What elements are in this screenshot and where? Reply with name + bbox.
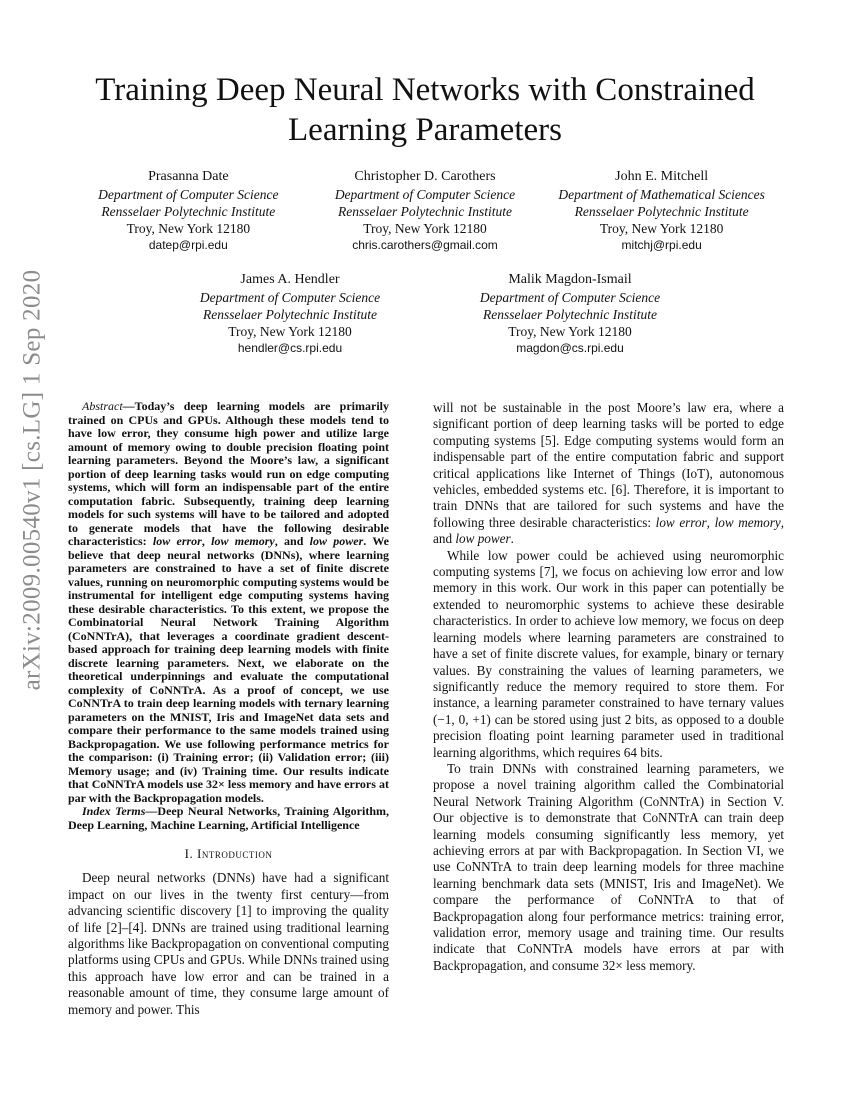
author-block [307, 168, 542, 254]
author-address: Troy, New York 12180 [126, 221, 251, 236]
abstract-text-2: . We believe that deep neural networks (DNNs), where learning parameters are constrained to have a set of finite discrete values, running on neuromorphic computing systems would be instrumental for intelligent edge computing systems having these desirable characteristics. To this extent, we propose the Combinatorial Neural Network Training Algorithm (CoNNTrA), that leverages a coordinate gradient descent-based approach for training deep learning models with finite discrete learning parameters. Next, we elaborate on the theoretical underpinnings and evaluate the computational complexity of CoNNTrA. As a proof of concept, we use CoNNTrA to train deep learning models with ternary learning parameters on the MNIST, Iris and ImageNet data sets and compare their performance to the same models trained using Backpropagation. We use following performance metrics for the comparison: (i) Training error; (ii) Validation error; (iii) Memory usage; and (iv) Training time. Our results indicate that CoNNTrA models use 32× less memory and have errors at par with the Backpropagation models. [68, 534, 390, 805]
index-terms: Index Terms—Deep Neural Networks, Training Algorithm, Deep Learning, Machine Learning, Artificial Intelligence [68, 804, 390, 832]
arxiv-id: arXiv:2009.00540v1 [cs.LG] 1 Sep 2020 [18, 269, 45, 691]
author-name: John E. Mitchell [615, 169, 709, 184]
author-row-1 [70, 168, 780, 254]
author-email: mitchj@rpi.edu [621, 238, 702, 252]
author-institution: Rensselaer Polytechnic Institute [483, 307, 657, 322]
author-address: Troy, New York 12180 [363, 221, 487, 236]
intro-paragraph: Deep neural networks (DNNs) have had a significant impact on our lives in the twenty first century—from advancing scientific discovery [1] to improving the quality of life [2]–[4]. DNNs are trained using traditional learning algorithms like Backpropagation on conventional computing platforms using CPUs and GPUs. While DNNs trained using this approach have low error and can be trained in a reasonable amount of time, they consume large amount of memory and power. This [68, 870, 390, 1017]
author-department: Department of Computer Science [334, 187, 516, 202]
abstract-emphasis: low power [309, 534, 364, 548]
author-address: Troy, New York 12180 [508, 324, 632, 339]
author-block [71, 168, 306, 254]
author-institution: Rensselaer Polytechnic Institute [338, 204, 512, 219]
author-block [453, 271, 688, 357]
body-emphasis: low power [455, 531, 511, 547]
author-address: Troy, New York 12180 [599, 221, 724, 236]
author-department: Department of Computer Science [479, 290, 661, 305]
author-institution: Rensselaer Polytechnic Institute [574, 204, 749, 219]
author-name: Prasanna Date [148, 169, 229, 184]
abstract: Abstract—Today’s deep learning models are primarily trained on CPUs and GPUs. Although these models tend to have low error, they consume high power and utilize large amount of memory owing to double precision floating point learning parameters. Beyond the Moore’s law, a significant portion of deep learning tasks would run on edge computing systems, which will form an indispensable part of the entire computation fabric. Subsequently, training deep learning models for such systems will have to be tailored and adopted to generate models that have the following desirable characteristics: low error, low memory, and low power. We believe that deep neural networks (DNNs), where learning parameters are constrained to have a set of finite discrete values, running on neuromorphic computing systems would be instrumental for intelligent edge computing systems having these desirable characteristics. To this extent, we propose the Combinatorial Neural Network Training Algorithm (CoNNTrA), that leverages a coordinate gradient descent-based approach for training deep learning models with finite discrete learning parameters. Next, we elaborate on the theoretical underpinnings and evaluate the computational complexity of CoNNTrA. As a proof of concept, we use CoNNTrA to train deep learning models with ternary learning parameters on the MNIST, Iris and ImageNet data sets and compare their performance to the same models trained using Backpropagation. We use following performance metrics for the comparison: (i) Training error; (ii) Validation error; (iii) Memory usage; and (iv) Training time. Our results indicate that CoNNTrA models use 32× less memory and have errors at par with the Backpropagation models. [68, 399, 390, 805]
section-heading: I. Introduction [184, 846, 273, 861]
index-terms-label: Index Terms [82, 804, 146, 818]
body-emphasis: low memory [714, 514, 781, 530]
author-email: hendler@cs.rpi.edu [237, 341, 343, 355]
author-email: chris.carothers@gmail.com [352, 238, 498, 252]
body-paragraph: To train DNNs with constrained learning parameters, we propose a novel training algorithm called the Combinatorial Neural Network Training Algorithm (CoNNTrA) in Section V. Our objective is to demonstrate that CoNNTrA can train deep learning models consuming significantly less memory, yet achieving errors at par with Backpropagation. In Section VI, we use CoNNTrA to train deep learning models for three machine learning benchmark data sets (MNIST, Iris and ImageNet). We compare the performance of CoNNTrA to that of Backpropagation along four performance metrics: training error, validation error, memory usage and training time. Our results indicate that CoNNTrA models have errors at par with Backpropagation, and consume 32× less memory. [433, 760, 784, 973]
abstract-emphasis: low memory [211, 534, 275, 548]
author-name: Malik Magdon-Ismail [508, 272, 632, 287]
body-paragraph: While low power could be achieved using neuromorphic computing systems [7], we focus on achieving low error and low memory in this work. Our work in this paper can potentially be extended to neuromorphic systems to achieve these desirable characteristics. In order to achieve low memory, we focus on deep learning models where learning parameters are constrained to have a set of finite discrete values, for example, binary or ternary values. By constraining the values of learning parameters, we significantly reduce the memory required to store them. For instance, a learning parameter constrained to have ternary values (−1, 0, +1) can be stored using just 2 bits, as opposed to a double precision floating point learning parameter used in traditional learning algorithms, which requires 64 bits. [433, 547, 784, 760]
section-title: Introduction [197, 846, 273, 861]
author-institution: Rensselaer Polytechnic Institute [203, 307, 377, 322]
index-terms-text: Deep Neural Networks, Training Algorithm, Deep Learning, Machine Learning, Artificial Intelligence [68, 804, 390, 832]
author-block [544, 168, 779, 254]
author-institution: Rensselaer Polytechnic Institute [101, 204, 276, 219]
body-paragraph: will not be sustainable in the post Moore’s law era, where a significant portion of deep learning tasks will be ported to edge computing systems [5]. Edge computing systems would form an indispensable part of the entire computation fabric and support critical applications like Internet of Things (IoT), autonomous vehicles, embedded systems etc. [6]. Therefore, it is important to train DNNs that are tailored for such systems and have the following three desirable characteristics: low error, low memory, and low power. [433, 400, 784, 547]
left-column [68, 400, 389, 1018]
abstract-label: Abstract [82, 399, 123, 413]
author-email: magdon@cs.rpi.edu [516, 341, 624, 355]
author-department: Department of Mathematical Sciences [558, 187, 765, 202]
author-address: Troy, New York 12180 [228, 324, 352, 339]
abstract-emphasis: low error [152, 534, 202, 548]
abstract-text-1: Today’s deep learning models are primarily trained on CPUs and GPUs. Although these models tend to have low error, they consume high power and utilize large amount of memory owing to double precision floating point learning parameters. Beyond the Moore’s law, a significant portion of deep learning tasks would run on edge computing systems, which will form an indispensable part of the entire computation fabric. Subsequently, training deep learning models for such systems will have to be tailored and adopted to generate models that have the following desirable characteristics: [68, 399, 389, 548]
author-department: Department of Computer Science [98, 187, 279, 202]
author-name: James A. Hendler [240, 272, 340, 287]
paper-title [60, 70, 790, 150]
author-row-2 [150, 271, 710, 357]
author-department: Department of Computer Science [199, 290, 381, 305]
title-line-2: Learning Parameters [288, 112, 562, 148]
author-email: datep@rpi.edu [148, 238, 228, 252]
title-line-1: Training Deep Neural Networks with Constrained [95, 72, 755, 108]
author-block [173, 271, 408, 357]
author-name: Christopher D. Carothers [354, 169, 496, 184]
right-column [433, 400, 784, 974]
body-emphasis: low error [655, 514, 707, 530]
arxiv-stamp [12, 269, 52, 691]
